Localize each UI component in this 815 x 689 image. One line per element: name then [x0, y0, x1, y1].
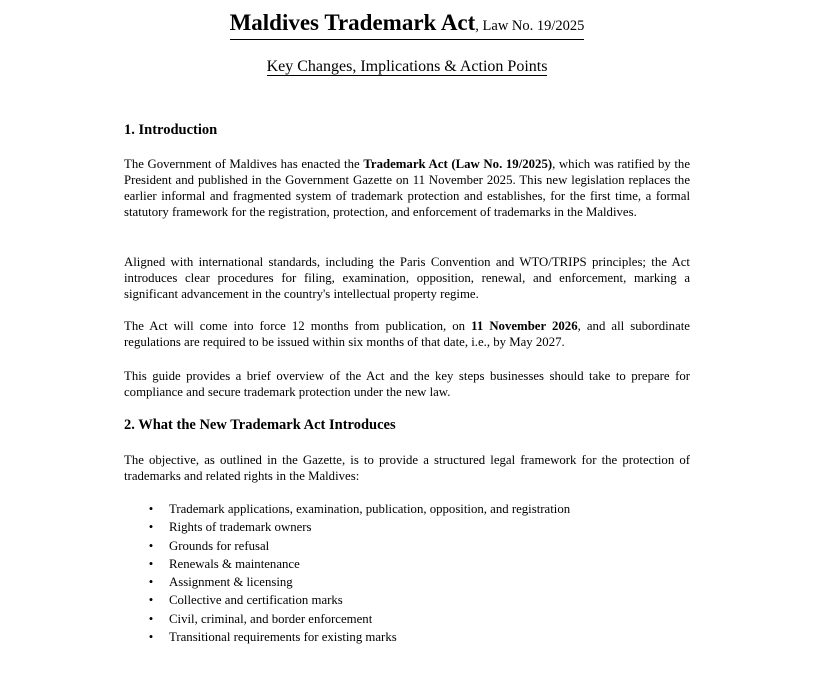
document-title — [124, 10, 690, 40]
bullet-list-item — [146, 500, 570, 518]
intro-paragraph-4 — [124, 368, 690, 400]
bullet-dot-icon: • — [148, 630, 154, 645]
bullet-item-text: Renewals & maintenance — [169, 556, 300, 571]
bullet-list-item — [146, 537, 570, 555]
p1-text-b: , which was ratified by the President and published in the Government Gazette on 11 November 2025. This new legislation replaces the earlier informal and fragmented system of trademark protection and establishes, for the first time, a formal statutory framework for the registration, protection, and enforcement of trademarks in the Maldives. — [124, 157, 691, 219]
intro-paragraph-2-text: Aligned with international standards, including the Paris Convention and WTO/TRIPS principles; the Act introduces clear procedures for filing, examination, opposition, renewal, and enforcement, marking a significant advancement in the country's intellectual property regime. — [124, 255, 690, 301]
title-underline — [230, 10, 585, 40]
bullet-dot-icon: • — [148, 611, 154, 626]
p3-bold-date: 11 November 2026 — [471, 319, 578, 333]
bullet-list-item — [146, 555, 570, 573]
bullet-list-item — [146, 518, 570, 536]
section-heading-introduction: 1. Introduction — [124, 122, 218, 138]
bullet-list-item — [146, 628, 570, 646]
bullet-dot-icon: • — [148, 575, 154, 590]
title-law-number: , Law No. 19/2025 — [475, 18, 585, 34]
provisions-bullet-list — [146, 500, 570, 646]
document-subtitle — [124, 58, 690, 76]
bullet-list-item — [146, 610, 570, 628]
bullet-item-text: Trademark applications, examination, publication, opposition, and registration — [169, 502, 571, 516]
bullet-dot-icon: • — [148, 556, 154, 571]
subtitle-text: Key Changes, Implications & Action Points — [266, 58, 548, 75]
bullet-item-text: Collective and certification marks — [169, 593, 343, 608]
p3-text-b: , and all subordinate regulations are required to be issued within six months of that date, i.e., by May 2027. — [124, 319, 690, 349]
bullet-item-text: Civil, criminal, and border enforcement — [169, 611, 373, 626]
p1-text-a: The Government of Maldives has enacted the — [124, 157, 364, 171]
intro-paragraph-3-text — [124, 318, 690, 350]
intro-paragraph-3 — [124, 318, 690, 350]
bullet-list-item — [146, 591, 570, 609]
p1-bold-act-name: Trademark Act (Law No. 19/2025) — [363, 157, 553, 171]
p3-text-a: The Act will come into force 12 months from publication, on — [124, 319, 472, 333]
intro-paragraph-1-text — [124, 156, 690, 220]
section2-intro-text: The objective, as outlined in the Gazette, is to provide a structured legal framework for the protection of trademarks and related rights in the Maldives: — [124, 453, 690, 483]
intro-paragraph-4-text: This guide provides a brief overview of the Act and the key steps businesses should take to prepare for compliance and secure trademark protection under the new law. — [124, 369, 690, 399]
section-heading-what-act-introduces: 2. What the New Trademark Act Introduces — [124, 417, 396, 433]
bullet-item-text: Transitional requirements for existing marks — [169, 630, 397, 645]
bullet-list-item — [146, 573, 570, 591]
bullet-dot-icon: • — [148, 593, 154, 608]
intro-paragraph-2 — [124, 254, 690, 302]
title-main: Maldives Trademark Act — [229, 10, 476, 35]
bullet-item-text: Assignment & licensing — [169, 575, 293, 590]
bullet-item-text: Grounds for refusal — [169, 538, 270, 553]
bullet-item-text: Rights of trademark owners — [169, 520, 312, 535]
bullet-dot-icon: • — [148, 520, 154, 535]
section2-intro-paragraph — [124, 452, 690, 484]
intro-paragraph-1 — [124, 156, 690, 220]
bullet-dot-icon: • — [148, 502, 154, 516]
bullet-dot-icon: • — [148, 538, 154, 553]
